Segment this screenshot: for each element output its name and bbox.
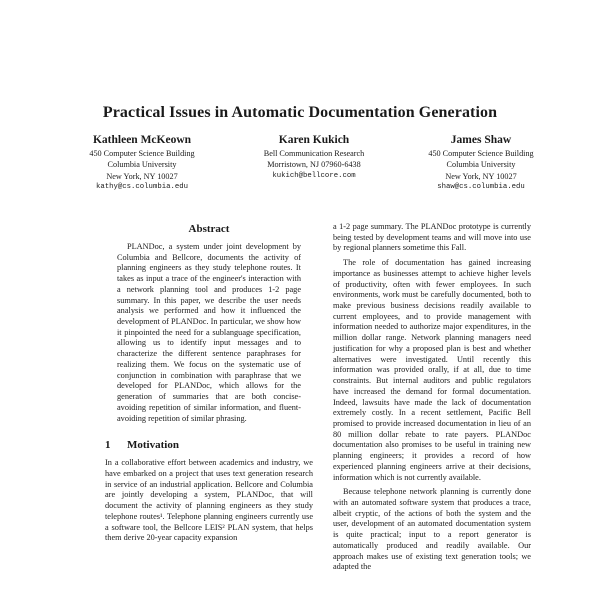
author-affiliation: Columbia University — [107, 160, 177, 170]
paragraph-documentation-role: The role of documentation has gained increasing importance as businesses attempt to achieve higher levels of productivity, often with fewer employees. In such environments, work must be carefully documented, both to make previous business decisions readily available to current employees, and to provide management with information needed to authorize major expenditures, in the million dollar range. Network planning managers need justification for why a proposed plan is best and whether alternatives were investigated. Until recently this information was provided orally, if at all, due to time constraints. But internal auditors and public regulators have increased the demand for formal documentation. Indeed, lawsuits have made the lack of documentation extremely costly. In a recent settlement, Pacific Bell promised to provide increased documentation in lieu of an 80 million dollar rebate to rate payers. PLANDoc documentation also promises to be useful in training new planning engineers; it provides a record of how experienced planning engineers arrive at their decisions, information which is not currently available. — [333, 258, 531, 482]
author-affiliation: New York, NY 10027 — [445, 171, 517, 181]
paragraph-network-planning: Because telephone network planning is currently done with an automated software system that produces a trace, albeit cryptic, of the actions of both the system and the user, development of an automated documentation system is quite practical; input to a report generator is automatically produced and readily available. Our approach makes use of existing text generation tools; we adapted the — [333, 487, 531, 572]
paragraph-continuation: a 1-2 page summary. The PLANDoc prototype is currently being tested by development teams and will move into use by regional planners sometime this Fall. — [333, 222, 531, 253]
author-affiliation: Morristown, NJ 07960-6438 — [267, 160, 361, 170]
author-affiliation: 450 Computer Science Building — [428, 149, 534, 158]
author-name: Kathleen McKeown — [92, 134, 192, 146]
abstract-heading: Abstract — [188, 223, 230, 235]
paper-title: Practical Issues in Automatic Documentation Generation — [102, 104, 498, 121]
author-affiliation: 450 Computer Science Building — [89, 149, 195, 158]
author-email: kukich@bellcore.com — [272, 171, 356, 180]
author-email: shaw@cs.columbia.edu — [437, 183, 525, 192]
author-block-mckeown — [52, 133, 232, 194]
author-block-shaw — [391, 133, 571, 194]
author-name: Karen Kukich — [278, 134, 350, 146]
author-affiliation: Bell Communication Research — [263, 149, 365, 158]
author-block-kukich — [224, 133, 404, 182]
right-column — [333, 222, 531, 577]
author-email: kathy@cs.columbia.edu — [96, 183, 188, 192]
author-affiliation: New York, NY 10027 — [106, 171, 178, 181]
section-paragraph: In a collaborative effort between academics and industry, we have embarked on a project that uses text generation research in service of an industrial application. Bellcore and Columbia are jointly developing a system, PLANDoc, that will document the activity of planning engineers as they study telephone routes¹. Telephone planning engineers currently use a software tool, the Bellcore LEIS² PLAN system, that helps them derive 20-year capacity expansion — [105, 458, 313, 543]
section-number: 1 — [105, 439, 111, 452]
abstract-text: PLANDoc, a system under joint development by Columbia and Bellcore, documents the activity of planning engineers as they study telephone routes. It takes as input a trace of the engineer's interaction with a network planning tool and produces 1-2 page summary. In this paper, we describe the user needs analysis we performed and how it influenced the development of PLANDoc. In particular, we show how it pinpointed the need for a sublanguage specification, allowing us to identify input messages and to characterize the different sentence paraphrases for realizing them. We focus on the systematic use of conjunction in combination with paraphrase that we developed for PLANDoc, which allows for the generation of summaries that are both concise-avoiding repetition of similar information, and fluent-avoiding repetition of similar phrasing. — [117, 242, 301, 423]
section-title: Motivation — [127, 439, 179, 452]
abstract-body — [105, 242, 313, 424]
section-heading — [105, 438, 313, 452]
left-column — [105, 222, 313, 544]
author-name: James Shaw — [450, 134, 512, 146]
author-affiliation: Columbia University — [446, 160, 516, 170]
